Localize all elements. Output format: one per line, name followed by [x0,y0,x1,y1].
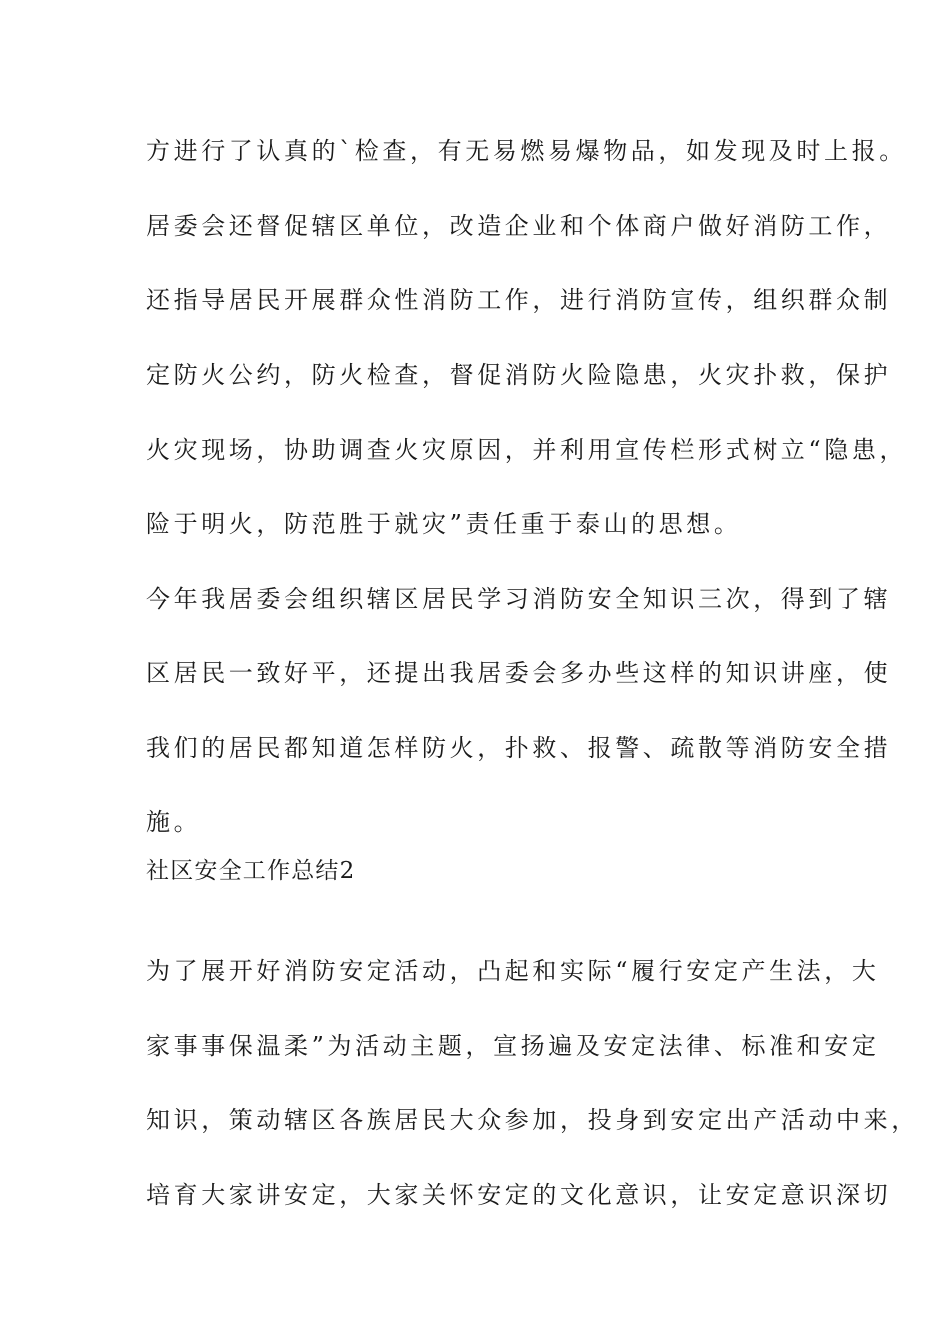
paragraph-line: 火灾现场，协助调查火灾原因，并利用宣传栏形式树立“隐患， [146,436,908,464]
paragraph-line: 培育大家讲安定，大家关怀安定的文化意识，让安定意识深切 [146,1181,892,1209]
paragraph-line: 家事事保温柔”为活动主题，宣扬遍及安定法律、标准和安定 [146,1032,880,1060]
paragraph-line: 险于明火，防范胜于就灾”责任重于泰山的思想。 [146,510,742,538]
paragraph-line: 今年我居委会组织辖区居民学习消防安全知识三次，得到了辖 [146,585,892,613]
paragraph-line: 知识，策动辖区各族居民大众参加，投身到安定出产活动中来， [146,1106,919,1134]
paragraph-line: 定防火公约，防火检查，督促消防火险隐患，火灾扑救，保护 [146,361,892,389]
paragraph-line: 施。 [146,808,202,836]
paragraph-line: 我们的居民都知道怎样防火，扑救、报警、疏散等消防安全措 [146,734,892,762]
paragraph-line: 居委会还督促辖区单位，改造企业和个体商户做好消防工作， [146,212,892,240]
paragraph-line: 还指导居民开展群众性消防工作，进行消防宣传，组织群众制 [146,286,892,314]
section-heading: 社区安全工作总结2 [146,858,356,884]
paragraph-line: 为了展开好消防安定活动，凸起和实际“履行安定产生法，大 [146,957,880,985]
paragraph-line: 方进行了认真的`检查，有无易燃易爆物品，如发现及时上报。 [146,137,907,165]
paragraph-line: 区居民一致好平，还提出我居委会多办些这样的知识讲座，使 [146,659,892,687]
